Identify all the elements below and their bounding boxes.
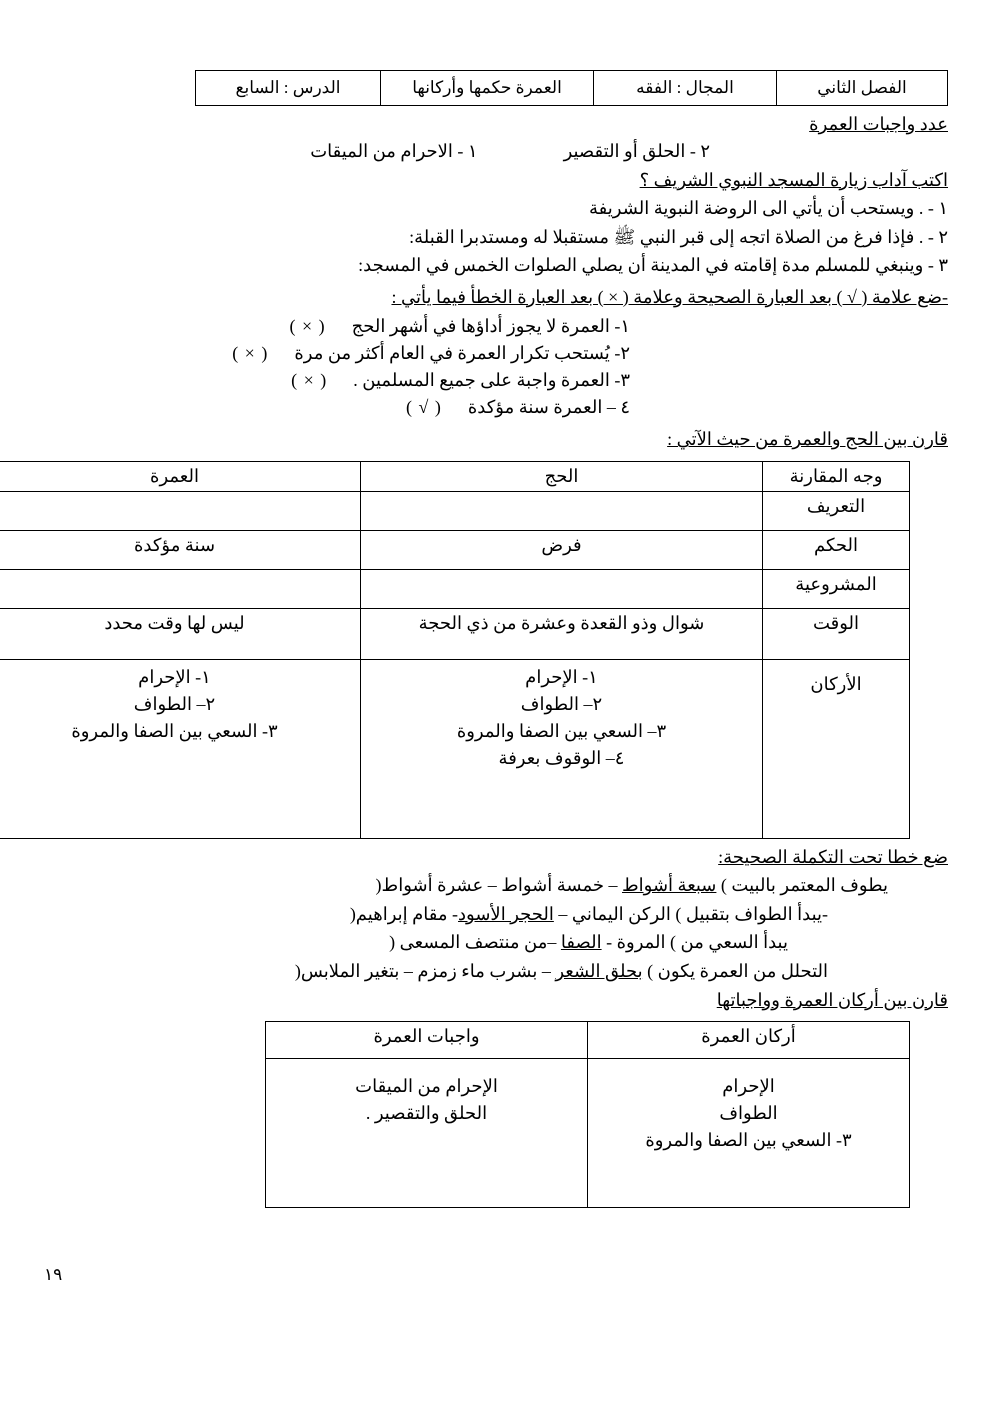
cmp-row-label: التعريف: [763, 491, 910, 530]
arkan-line: الطواف: [719, 1103, 778, 1124]
cmp-header-umrah: العمرة: [0, 461, 361, 491]
comparison-table-umrah-pillars-duties: [265, 1021, 910, 1208]
pillar-line: ٢– الطواف: [520, 693, 603, 714]
cmp2-cell-wajibat: [266, 1059, 588, 1208]
true-false-text: ٤ – العمرة سنة مؤكدة: [467, 397, 630, 418]
arkan-line: الإحرام: [722, 1076, 775, 1097]
section4-heading: قارن بين الحج والعمرة من حيث الآتي :: [667, 429, 948, 450]
pillar-line: ٣- السعي بين الصفا والمروة: [71, 720, 278, 741]
q4-answer: بحلق الشعر: [555, 961, 643, 982]
table-row: [0, 608, 910, 659]
q4-prefix: التحلل من العمرة يكون ): [642, 961, 828, 982]
pillar-line: ٤– الوقوف بعرفة: [498, 747, 625, 768]
section1-items: [44, 141, 948, 162]
q2-prefix: -يبدأ الطواف بتقبيل ) الركن اليماني –: [553, 903, 828, 924]
table-row: [0, 659, 910, 838]
section5-heading: ضع خطا تحت التكملة الصحيحة:: [718, 846, 948, 867]
cmp-header-hajj: الحج: [361, 461, 763, 491]
q3-prefix: يبدأ السعي من ) المروة -: [601, 932, 788, 953]
cmp-cell-umrah: [0, 491, 361, 530]
section5-q4: [44, 959, 948, 985]
section5-q3: [44, 930, 948, 956]
cmp-cell-hajj: فرض: [361, 530, 763, 569]
cmp-row-label: الوقت: [763, 608, 910, 659]
true-false-mark: ( × ): [289, 316, 326, 337]
section5-q1: [44, 873, 948, 899]
wajibat-line: الإحرام من الميقات: [355, 1076, 498, 1097]
arkan-line: ٣- السعي بين الصفا والمروة: [645, 1130, 852, 1151]
cmp-cell-hajj: [361, 569, 763, 608]
cmp-row-label: الأركان: [763, 659, 910, 838]
header-lesson-title: العمرة حكمها وأركانها: [381, 71, 594, 106]
section2-heading: اكتب آداب زيارة المسجد النبوي الشريف ؟: [639, 169, 948, 190]
section6-heading: قارن بين أركان العمرة وواجباتها: [716, 989, 948, 1010]
true-false-mark: ( × ): [232, 343, 269, 364]
header-lesson-number: الدرس : السابع: [196, 71, 381, 106]
cmp-cell-umrah: ليس لها وقت محدد: [0, 608, 361, 659]
table-row: [0, 461, 910, 491]
cmp-cell-hajj: شوال وذو القعدة وعشرة من ذي الحجة: [361, 608, 763, 659]
table-row: [0, 530, 910, 569]
true-false-text: ٢- يُستحب تكرار العمرة في العام أكثر من مرة: [294, 343, 630, 364]
header-term: الفصل الثاني: [777, 71, 948, 106]
q1-prefix: يطوف المعتمر بالبيت ): [716, 875, 888, 896]
q3-answer: الصفا: [560, 932, 602, 953]
page-number: ١٩: [44, 1265, 63, 1284]
cmp-cell-umrah: [0, 569, 361, 608]
true-false-item: [44, 313, 948, 340]
true-false-mark: ( × ): [291, 370, 328, 391]
q2-answer: الحجر الأسود: [458, 903, 554, 924]
section2-line1: ١ - . ويستحب أن يأتي الى الروضة النبوية الشريفة: [589, 198, 948, 219]
true-false-item: [44, 340, 948, 367]
true-false-mark: ( √ ): [405, 397, 442, 418]
q2-suffix: - مقام إبراهيم(: [349, 903, 459, 924]
cmp-row-label: الحكم: [763, 530, 910, 569]
true-false-text: ٣- العمرة واجبة على جميع المسلمين .: [353, 370, 630, 391]
pillar-line: ١- الإحرام: [138, 666, 211, 687]
q3-suffix: –من منتصف المسعى (: [389, 932, 561, 953]
q1-answer: سبعة أشواط: [622, 875, 717, 896]
q1-suffix: – خمسة أشواط – عشرة أشواط(: [375, 875, 623, 896]
cmp-cell-umrah: سنة مؤكدة: [0, 530, 361, 569]
header-table: [195, 70, 948, 106]
cmp-cell-hajj-pillars: [361, 659, 763, 838]
cmp-header-aspect: وجه المقارنة: [763, 461, 910, 491]
section3-heading: -ضع علامة ( √ ) بعد العبارة الصحيحة وعلامة ( × ) بعد العبارة الخطأ فيما يأتي :: [391, 286, 948, 307]
table-row: [0, 569, 910, 608]
section2-line2: ٢ - . فإذا فرغ من الصلاة اتجه إلى قبر النبي ﷺ مستقبلا له ومستدبرا القبلة:: [409, 226, 948, 247]
table-row: [266, 1059, 910, 1208]
true-false-item: [44, 394, 948, 421]
cmp2-header-wajibat: واجبات العمرة: [266, 1022, 588, 1059]
comparison-table-hajj-umrah: [0, 461, 910, 839]
true-false-text: ١- العمرة لا يجوز أداؤها في أشهر الحج: [351, 316, 630, 337]
pillar-line: ١- الإحرام: [525, 666, 598, 687]
pillar-line: ٢– الطواف: [133, 693, 216, 714]
cmp-cell-umrah-pillars: [0, 659, 361, 838]
true-false-item: [44, 367, 948, 394]
q4-suffix: – بشرب ماء زمزم – بتغير الملابس(: [294, 961, 556, 982]
table-row: [196, 71, 948, 106]
cmp-row-label: المشروعية: [763, 569, 910, 608]
pillar-line: ٣– السعي بين الصفا والمروة: [456, 720, 667, 741]
table-row: [266, 1022, 910, 1059]
wajibat-line: الحلق والتقصير .: [365, 1103, 488, 1124]
header-field: المجال : الفقه: [594, 71, 777, 106]
section1-item1: ١ - الاحرام من الميقات: [310, 140, 478, 161]
section5-q2: [44, 902, 948, 928]
section2-line3: ٣ - وينبغي للمسلم مدة إقامته في المدينة أن يصلي الصلوات الخمس في المسجد:: [358, 255, 948, 276]
table-row: [0, 491, 910, 530]
section1-item2: ٢ - الحلق أو التقصير: [563, 140, 710, 161]
cmp-cell-hajj: [361, 491, 763, 530]
section1-heading: عدد واجبات العمرة: [809, 114, 948, 134]
cmp2-header-arkan: أركان العمرة: [588, 1022, 910, 1059]
cmp2-cell-arkan: [588, 1059, 910, 1208]
